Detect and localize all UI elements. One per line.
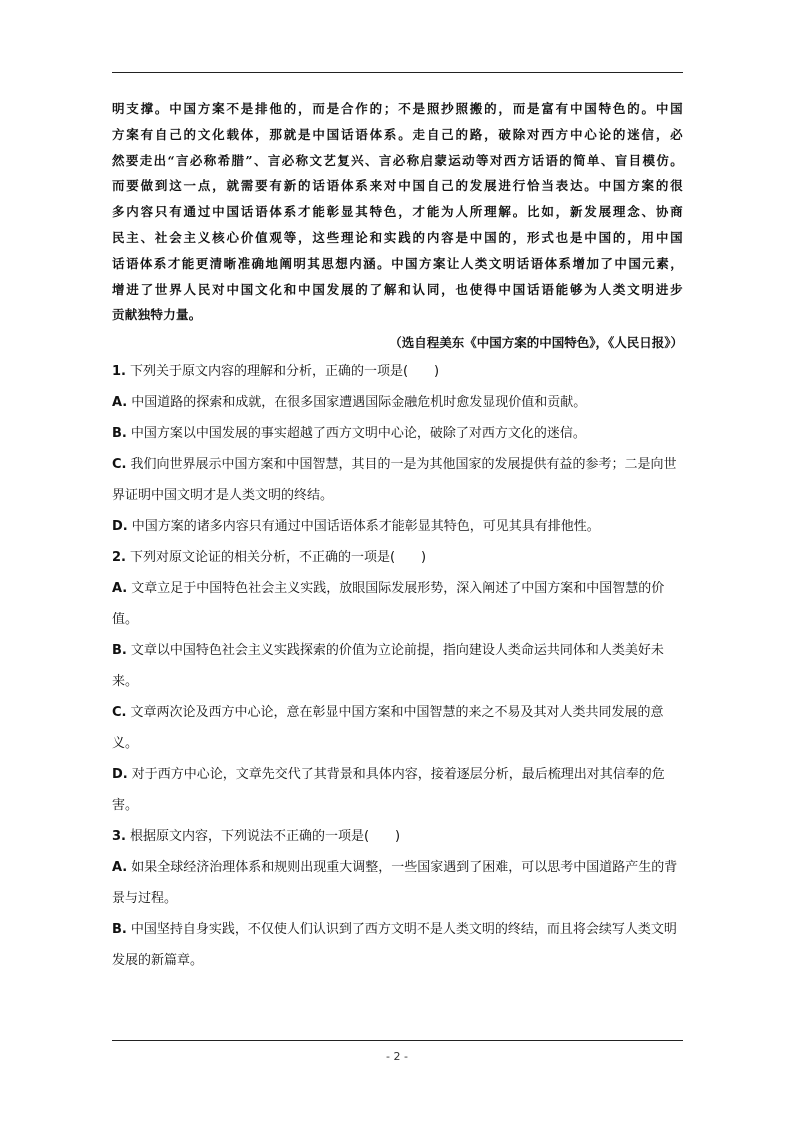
page-content	[112, 96, 683, 976]
option-b	[112, 914, 683, 976]
option-label: D.	[112, 519, 128, 535]
option-label: D.	[112, 767, 128, 783]
question-stem: 下列对原文论证的相关分析，不正确的一项是( )	[129, 550, 427, 566]
option-label: B.	[112, 922, 127, 938]
question-number: 3.	[112, 829, 126, 845]
passage-line: 而要做到这一点，就需要有新的话语体系来对中国自己的发展进行恰当表达。中国方案的很	[112, 178, 683, 194]
option-c	[112, 697, 683, 759]
option-text: 我们向世界展示中国方案和中国智慧，其目的一是为其他国家的发展提供有益的参考；二是向世界证明中国文明才是人类文明的终结。	[112, 457, 677, 504]
passage-line: 贡献独特力量。	[112, 307, 202, 323]
page-number: - 2 -	[386, 1050, 408, 1063]
passage-line: 增进了世界人民对中国文化和中国发展的了解和认同，也使得中国话语能够为人类文明进步	[112, 281, 683, 297]
passage-line: 话语体系才能更清晰准确地阐明其思想内涵。中国方案让人类文明话语体系增加了中国元素，	[112, 255, 683, 271]
option-label: C.	[112, 457, 127, 473]
option-text: 对于西方中心论，文章先交代了其背景和具体内容，接着逐层分析，最后梳理出对其信奉的危害。	[112, 767, 665, 814]
footer-rule	[112, 1040, 683, 1041]
passage-line: 多内容只有通过中国话语体系才能彰显其特色，才能为人所理解。比如，新发展理念、协商	[112, 204, 683, 220]
option-a	[112, 852, 683, 914]
passage-line: 明支撑。中国方案不是排他的，而是合作的；不是照抄照搬的，而是富有中国特色的。中国	[112, 101, 683, 116]
option-text: 中国方案以中国发展的事实超越了西方文明中心论，破除了对西方文化的迷信。	[130, 426, 586, 442]
option-text: 如果全球经济治理体系和规则出现重大调整，一些国家遇到了困难，可以思考中国道路产生的背景与过程。	[112, 860, 678, 907]
question-number: 2.	[112, 550, 126, 566]
option-text: 文章立足于中国特色社会主义实践，放眼国际发展形势，深入阐述了中国方案和中国智慧的价值。	[112, 581, 665, 628]
option-text: 文章以中国特色社会主义实践探索的价值为立论前提，指向建设人类命运共同体和人类美好未来。	[112, 643, 664, 690]
question-2	[112, 542, 683, 821]
option-label: B.	[112, 426, 127, 442]
option-label: B.	[112, 643, 127, 659]
option-label: A.	[112, 860, 128, 876]
option-a	[112, 387, 683, 418]
option-a	[112, 573, 683, 635]
question-stem: 根据原文内容，下列说法不正确的一项是( )	[129, 829, 401, 845]
question-number: 1.	[112, 364, 126, 380]
passage-line: 然要走出“言必称希腊”、言必称文艺复兴、言必称启蒙运动等对西方话语的简单、盲目模仿。	[112, 152, 683, 168]
passage-source: （选自程美东《中国方案的中国特色》，《人民日报》）	[389, 335, 683, 351]
question-1	[112, 356, 683, 542]
passage-line: 方案有自己的文化载体，那就是中国话语体系。走自己的路，破除对西方中心论的迷信，必	[112, 126, 683, 142]
passage	[112, 96, 683, 328]
option-label: A.	[112, 581, 128, 597]
option-c	[112, 449, 683, 511]
option-label: C.	[112, 705, 127, 721]
passage-line: 民主、社会主义核心价值观等，这些理论和实践的内容是中国的，形式也是中国的，用中国	[112, 229, 683, 245]
question-3	[112, 821, 683, 976]
option-text: 中国坚持自身实践，不仅使人们认识到了西方文明不是人类文明的终结，而且将会续写人类文明发展的新篇章。	[112, 922, 677, 969]
option-d	[112, 511, 683, 542]
option-text: 中国方案的诸多内容只有通过中国话语体系才能彰显其特色，可见其具有排他性。	[131, 519, 600, 535]
option-text: 中国道路的探索和成就，在很多国家遭遇国际金融危机时愈发显现价值和贡献。	[131, 395, 587, 411]
option-text: 文章两次论及西方中心论，意在彰显中国方案和中国智慧的来之不易及其对人类共同发展的意义。	[112, 705, 664, 752]
header-rule	[112, 72, 683, 73]
option-b	[112, 635, 683, 697]
option-b	[112, 418, 683, 449]
question-stem: 下列关于原文内容的理解和分析，正确的一项是( )	[129, 364, 440, 380]
option-label: A.	[112, 395, 128, 411]
option-d	[112, 759, 683, 821]
